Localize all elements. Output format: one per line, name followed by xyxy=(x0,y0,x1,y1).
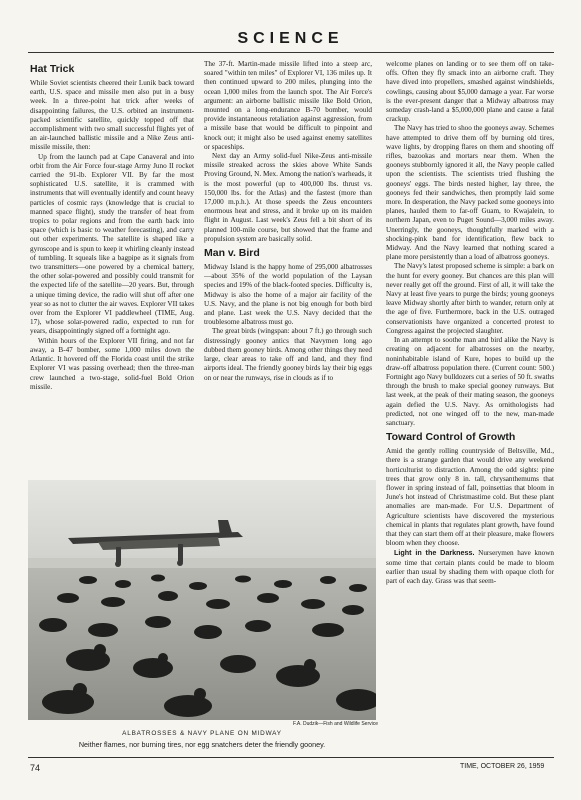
man-v-bird-paragraph: In an attempt to soothe man and bird alike the Navy is creating on adjacent for albatrosses on the nearby, noninhabitable island of Kure, hopes to build up the draw-off albatross population there. (Current count: 500.) Fortnight ago Navy bulldozers cut a series of 50 ft. swaths through the brush to make special gooney runways. But last week, at the peak of their mating season, the gooneys again defied the U.S. Navy. As ornithologists had predicted, not one winged off to the new, man-made sanctuary. xyxy=(386,336,554,427)
column-1 xyxy=(30,60,194,474)
column-2 xyxy=(204,60,372,474)
growth-heading: Toward Control of Growth xyxy=(386,431,516,444)
albatross-photo-image xyxy=(28,480,376,720)
hat-trick-paragraph: The 37-ft. Martin-made missile lifted into a steep arc, soared "within ten miles" of Explorer VI, 136 miles up. It then continued upward to 200 miles, plunging into the ocean 1,000 miles from the launch spot. The Air Force's argument: an airborne ballistic missile like Bold Orion, mounted on a long-endurance B-70 bomber, would provide instantaneous retaliation against aggression, from a missile base that would be difficult to pinpoint and knock out; it might also be used against enemy satellites or spaceships. xyxy=(204,60,372,151)
photo-credit: F.A. Dudzik—Fish and Wildlife Service xyxy=(292,721,378,727)
light-in-darkness-runin: Light in the Darkness. xyxy=(394,548,475,558)
growth-paragraph: Amid the gently rolling countryside of Beltsville, Md., there is a strange garden that would drive any weekend horticulturist to distraction. Among the odd sights: pine trees that grow only 8 in. tall, chrysanthemums that flower in spring instead of fall, poinsettias that bloom in June's hot instead of Christmastime cold. But these plant anomalies are man-made. For U.S. Department of Agriculture scientists have discovered the mysterious chemical in plants that regulates plant growth, have found that they can start them off at their pleasure, make flowers bloom when they choose. xyxy=(386,447,554,548)
hat-trick-paragraph: Up from the launch pad at Cape Canaveral and into orbit from the Air Force four-stage Army Juno II rocket carried the 91-lb. Explorer VII. By far the most sophisticated U.S. satellite, it is crammed with instruments that will eventually identify and count heavy particles of cosmic rays (knowledge that is crucial to manned space flight), study the transfer of heat from tropics to polar regions and from the earth back into space (which is basic to weather forecasting), and carry out other experiments. The satellite is shaped like a gyroscope and is spun to keep it whirling cleanly instead of tumbling. It squeals like a bagpipe as it signals from two transmitters—one powered by a chemical battery, the other solar-powered and possibly could transmit for the expected life of the satellite—20 years. But, through a unique timing device, the radio will shut off after one year so as not to clutter the air waves. Explorer VII takes over from the Explorer VI paddlewheel (TIME, Aug. 17), whose solar-powered radio, expected to run for years, disappointingly signed off a fortnight ago. xyxy=(30,152,194,336)
header-rule xyxy=(28,52,554,53)
photo-caption-title: ALBATROSSES & NAVY PLANE ON MIDWAY xyxy=(122,730,282,737)
man-v-bird-paragraph: The Navy has tried to shoo the gooneys away. Schemes have attempted to drive them off by burning old tires, wave lights, by dropping flares on them and shooting off rifles, bazookas and mortars near them. When the gooneys stubbornly ignored it all, the Navy people called upon the scientists. The scientists tried flushing the gooneys' eggs. The birds nested higher, lay three, the gooneys fed their sandwiches, then promptly laid some more. In desperation, the Navy packed some gooneys into planes, hauled them to far-off Guam, to Kwajalein, to northern Japan, even to Puget Sound—3,000 miles away. Unerringly, the gooneys, thoughtfully marked with a shocking-pink band for identification, flew back to Midway. And the Navy learned that nothing scared a plane more persistently than a load of albatross gooneys. xyxy=(386,124,554,262)
section-title: SCIENCE xyxy=(237,30,344,47)
man-v-bird-heading: Man v. Bird xyxy=(204,247,260,260)
hat-trick-paragraph: Within hours of the Explorer VII firing, and not far away, a B-47 bomber, some 1,000 miles down the Atlantic. It hovered off the Florida coast until the strike Explorer VI was passing overhead; then the three-man crew launched a two-stage, solid-fuel Bold Orion missile. xyxy=(30,336,194,391)
issue-date: TIME, OCTOBER 26, 1959 xyxy=(460,763,545,770)
man-v-bird-paragraph: The great birds (wingspan: about 7 ft.) go through such distressingly gooney antics that Navymen long ago dubbed them gooney birds. Among other things they need large, clear areas to take off and land, and they find airports ideal. The friendly gooney birds lay their big eggs on or near the runways, rise in clouds as if to xyxy=(204,327,372,382)
albatross-photo xyxy=(28,480,376,720)
growth-paragraph xyxy=(386,548,554,586)
footer-rule xyxy=(28,757,554,758)
growth-paragraph-text: Nurserymen have known some time that certain plants could be made to bloom earlier than usual by shading them with opaque cloth for part of each day. Grass was that seem- xyxy=(386,549,554,585)
man-v-bird-paragraph: Midway Island is the happy home of 295,000 albatrosses—about 35% of the world population of the Laysan species and 19% of the black-footed species. Difficulty is, Midway is also the home of a major air facility of the U.S. Navy, and the plane is not big enough for both bird and plane. Last week the U.S. Navy decided that the troublesome albatross must go. xyxy=(204,263,372,327)
page-number: 74 xyxy=(30,763,41,773)
man-v-bird-paragraph: The Navy's latest proposed scheme is simple: a bark on the hunt for every gooney. But chances are this plan will never really get off the ground. First of all, it will take the Navy at least five years to purge the birds; young gooneys leave Midway shortly after birth to wander, return only at the age of five. Furthermore, back in the U.S. outraged conservationists have organized a concerted protest to Congress against the projected slaughter. xyxy=(386,262,554,335)
column-3 xyxy=(386,60,554,754)
hat-trick-heading: Hat Trick xyxy=(30,63,75,75)
hat-trick-paragraph: Next day an Army solid-fuel Nike-Zeus anti-missile missile streaked across the skies above White Sands Proving Ground, N. Mex. Among the nation's warheads, it is the most powerful (up to 400,000 lbs. thrust vs. 150,000 lbs. for the Atlas) and the fastest (more than 17,000 m.p.h.). At those speeds the Zeus encounters enormous heat and stress, and it broke up on its maiden flight in August. Last week's Zeus fell a bit short of its planned 100-mile course, but showed that the frame and propulsion system are basically solid. xyxy=(204,152,372,243)
photo-caption: Neither flames, nor burning tires, nor egg snatchers deter the friendly gooney. xyxy=(78,740,326,749)
man-v-bird-paragraph: welcome planes on landing or to see them off on take-offs. Often they fly smack into an airborne craft. They have dived into propellers, smashed against windshields, cowlings, causing about $5,000 damage a year. Far worse is the ever-present danger that a Midway albatross may someday crash-land a $5,000,000 plane and cause a fatal crackup. xyxy=(386,60,554,124)
hat-trick-paragraph: While Soviet scientists cheered their Lunik back toward earth, U.S. space and missile men also put in a busy week. In a three-point hat trick after weeks of disappointing failures, the U.S. orbited an instrument-packed scientific satellite, quickly topped off that accomplishment with two small successful flights yet of an air-launched ballistic missile and a Nike Zeus anti-missile missile, then: xyxy=(30,79,194,152)
